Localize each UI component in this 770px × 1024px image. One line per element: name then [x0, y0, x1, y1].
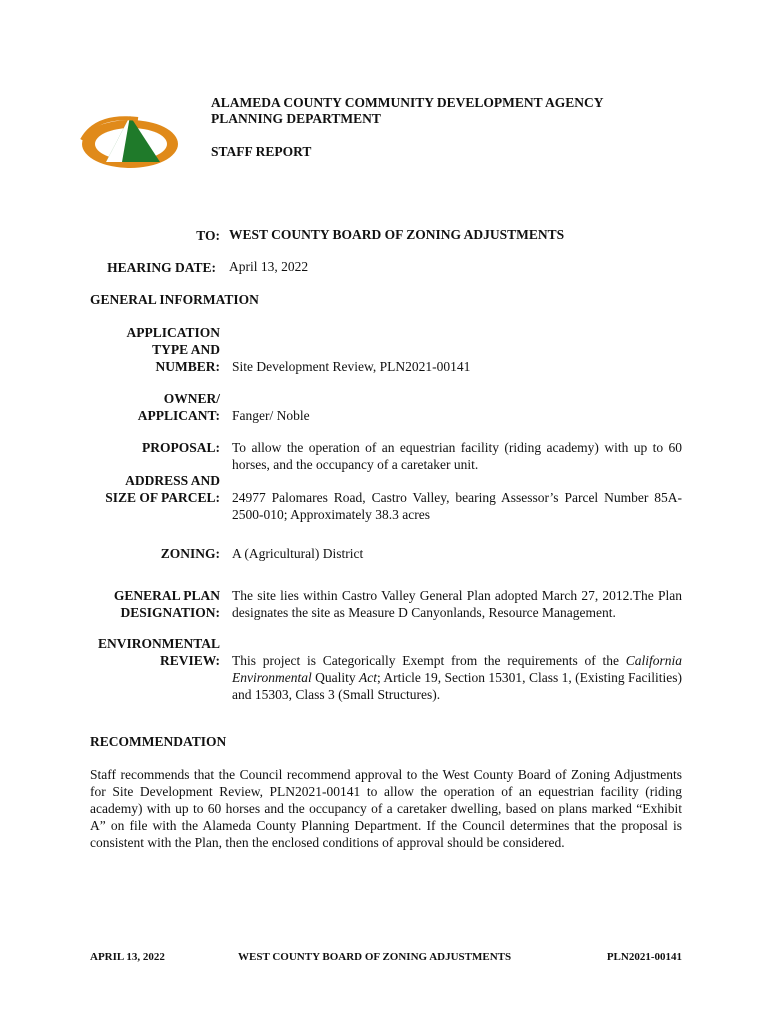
report-type: STAFF REPORT [211, 144, 312, 159]
environmental-label: ENVIRONMENTAL REVIEW: [97, 636, 220, 668]
zoning-value: A (Agricultural) District [232, 546, 364, 561]
footer-case: PLN2021-00141 [606, 951, 682, 963]
agency-name: ALAMEDA COUNTY COMMUNITY DEVELOPMENT AGENCY [211, 95, 604, 110]
department-name: PLANNING DEPARTMENT [211, 111, 381, 126]
to-value: WEST COUNTY BOARD OF ZONING ADJUSTMENTS [229, 227, 565, 242]
to-label: TO: [196, 228, 220, 243]
address-value: 24977 Palomares Road, Castro Valley, bearing Assessor’s Parcel Number 85A-2500-010; Approximately 38.3 acres [232, 490, 682, 522]
environmental-value: This project is Categorically Exempt from the requirements of the California Environmental Quality Act; Article 19, Section 15301, Class 1, (Existing Facilities) and 15303, Class 3 (Small Structures). [232, 653, 682, 702]
general-info-heading: GENERAL INFORMATION [90, 292, 259, 307]
owner-value: Fanger/ Noble [232, 408, 310, 423]
owner-label: OWNER/ APPLICANT: [137, 391, 220, 423]
hearing-date: April 13, 2022 [229, 259, 309, 274]
county-logo [78, 110, 184, 172]
general-plan-label: GENERAL PLAN DESIGNATION: [113, 588, 220, 620]
proposal-label: PROPOSAL: [141, 440, 220, 455]
zoning-label: ZONING: [160, 546, 220, 561]
general-plan-value: The site lies within Castro Valley General Plan adopted March 27, 2012.The Plan designates the site as Measure D Canyonlands, Resource Management. [232, 588, 682, 620]
address-label: ADDRESS AND SIZE OF PARCEL: [105, 473, 220, 505]
footer-date: APRIL 13, 2022 [90, 951, 165, 963]
recommendation-text: Staff recommends that the Council recommend approval to the West County Board of Zoning Adjustments for Site Development Review, PLN2021-00141 to allow the operation of an equestrian facility (riding academy) with up to 60 horses and the occupancy of a caretaker dwelling, based on plans marked “Exhibit A” on file with the Alameda County Planning Department. If the Council determines that the proposal is consistent with the Plan, then the enclosed conditions of approval should be considered. [90, 767, 682, 850]
hearing-label: HEARING DATE: [107, 260, 216, 275]
proposal-value: To allow the operation of an equestrian facility (riding academy) with up to 60 horses, and the occupancy of a caretaker unit. [232, 440, 682, 472]
application-label: APPLICATION TYPE AND NUMBER: [126, 325, 220, 374]
application-value: Site Development Review, PLN2021-00141 [232, 359, 471, 374]
footer-board: WEST COUNTY BOARD OF ZONING ADJUSTMENTS [238, 951, 512, 963]
recommendation-heading: RECOMMENDATION [90, 734, 227, 749]
